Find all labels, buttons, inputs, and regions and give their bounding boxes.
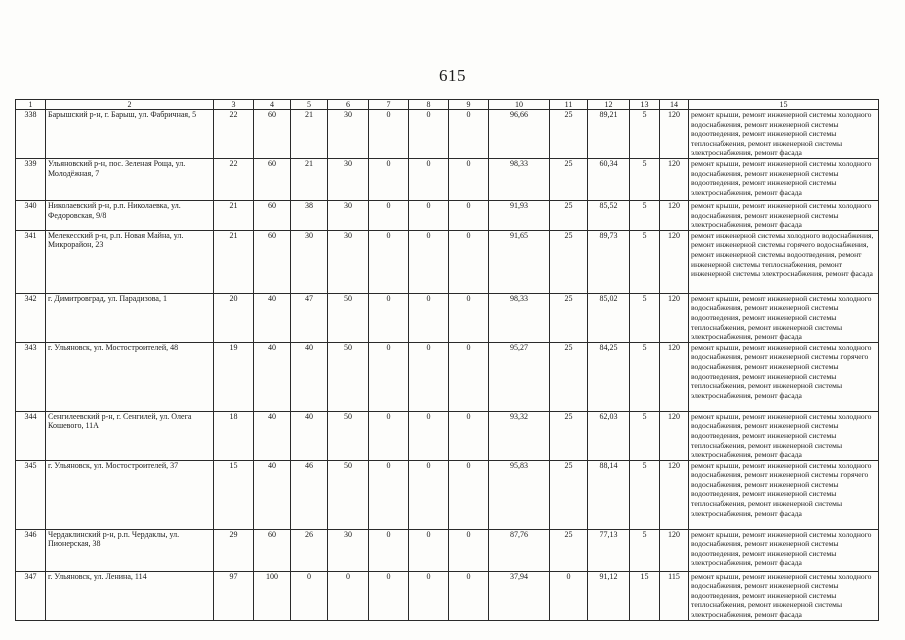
cell-col-11: 25 (550, 293, 588, 342)
cell-col-7: 0 (369, 293, 409, 342)
cell-col-4: 40 (254, 411, 291, 460)
cell-col-13: 5 (630, 293, 660, 342)
cell-col-14: 120 (660, 200, 689, 230)
cell-col-14: 120 (660, 158, 689, 200)
cell-col-10: 95,27 (489, 342, 550, 411)
cell-col-5: 40 (291, 411, 328, 460)
cell-col-4: 100 (254, 571, 291, 620)
cell-col-3: 18 (214, 411, 254, 460)
cell-col-9: 0 (449, 529, 489, 571)
cell-col-13: 5 (630, 200, 660, 230)
cell-col-10: 96,66 (489, 110, 550, 159)
cell-col-12: 84,25 (588, 342, 630, 411)
cell-col-3: 29 (214, 529, 254, 571)
cell-col-13: 5 (630, 342, 660, 411)
cell-col-4: 60 (254, 200, 291, 230)
table-header (16, 100, 879, 110)
cell-address: Барышский р-н, г. Барыш, ул. Фабричная, 5 (46, 110, 214, 159)
cell-col-7: 0 (369, 460, 409, 529)
cell-address: Ульяновский р-н, пос. Зеленая Роща, ул. Молодёжная, 7 (46, 158, 214, 200)
cell-col-14: 120 (660, 411, 689, 460)
table-row (16, 460, 879, 529)
cell-address: Сенгилеевский р-н, г. Сенгилей, ул. Олега Кошевого, 11А (46, 411, 214, 460)
cell-col-4: 40 (254, 293, 291, 342)
cell-row-number: 341 (16, 230, 46, 293)
cell-col-4: 60 (254, 529, 291, 571)
column-header-7: 7 (369, 100, 409, 110)
table-row (16, 342, 879, 411)
cell-col-6: 30 (328, 230, 369, 293)
cell-col-6: 50 (328, 411, 369, 460)
cell-col-13: 5 (630, 460, 660, 529)
column-header-15: 15 (689, 100, 879, 110)
cell-repair-works: ремонт крыши, ремонт инженерной системы холодного водоснабжения, ремонт инженерной системы электроснабжения, ремонт фасада (689, 200, 879, 230)
cell-col-13: 5 (630, 110, 660, 159)
cell-col-11: 25 (550, 411, 588, 460)
cell-col-9: 0 (449, 293, 489, 342)
cell-col-5: 26 (291, 529, 328, 571)
table-body (16, 110, 879, 621)
column-header-4: 4 (254, 100, 291, 110)
column-header-1: 1 (16, 100, 46, 110)
cell-col-6: 50 (328, 293, 369, 342)
column-header-2: 2 (46, 100, 214, 110)
cell-col-7: 0 (369, 110, 409, 159)
cell-col-3: 15 (214, 460, 254, 529)
cell-row-number: 343 (16, 342, 46, 411)
cell-col-14: 120 (660, 230, 689, 293)
cell-col-10: 87,76 (489, 529, 550, 571)
cell-address: г. Ульяновск, ул. Мостостроителей, 37 (46, 460, 214, 529)
cell-col-9: 0 (449, 200, 489, 230)
cell-repair-works: ремонт крыши, ремонт инженерной системы холодного водоснабжения, ремонт инженерной системы водоотведения, ремонт инженерной системы теплоснабжения, ремонт инженерной системы электроснабжения, ремонт фасада (689, 411, 879, 460)
cell-row-number: 346 (16, 529, 46, 571)
cell-repair-works: ремонт крыши, ремонт инженерной системы холодного водоснабжения, ремонт инженерной системы водоотведения, ремонт инженерной системы теплоснабжения, ремонт инженерной системы электроснабжения, ремонт фасада (689, 110, 879, 159)
cell-col-7: 0 (369, 230, 409, 293)
cell-repair-works: ремонт крыши, ремонт инженерной системы холодного водоснабжения, ремонт инженерной системы горячего водоснабжения, ремонт инженерной системы водоотведения, ремонт инженерной системы теплоснабжения, ремонт инженерной системы электроснабжения, ремонт фасада (689, 460, 879, 529)
table-row (16, 571, 879, 620)
cell-col-3: 21 (214, 230, 254, 293)
cell-col-7: 0 (369, 411, 409, 460)
column-header-12: 12 (588, 100, 630, 110)
cell-row-number: 339 (16, 158, 46, 200)
cell-col-11: 25 (550, 529, 588, 571)
cell-col-13: 5 (630, 158, 660, 200)
cell-address: г. Ульяновск, ул. Мостостроителей, 48 (46, 342, 214, 411)
cell-repair-works: ремонт крыши, ремонт инженерной системы холодного водоснабжения, ремонт инженерной системы водоотведения, ремонт инженерной системы электроснабжения, ремонт фасада (689, 158, 879, 200)
cell-col-8: 0 (409, 342, 449, 411)
cell-col-5: 38 (291, 200, 328, 230)
column-header-5: 5 (291, 100, 328, 110)
cell-row-number: 344 (16, 411, 46, 460)
cell-col-10: 91,65 (489, 230, 550, 293)
cell-col-3: 21 (214, 200, 254, 230)
cell-col-5: 40 (291, 342, 328, 411)
cell-col-11: 0 (550, 571, 588, 620)
cell-col-11: 25 (550, 460, 588, 529)
cell-col-14: 120 (660, 460, 689, 529)
cell-col-12: 77,13 (588, 529, 630, 571)
cell-col-8: 0 (409, 230, 449, 293)
column-header-9: 9 (449, 100, 489, 110)
cell-address: г. Ульяновск, ул. Ленина, 114 (46, 571, 214, 620)
cell-col-7: 0 (369, 529, 409, 571)
cell-col-14: 120 (660, 342, 689, 411)
column-header-14: 14 (660, 100, 689, 110)
table-row (16, 200, 879, 230)
cell-col-10: 98,33 (489, 158, 550, 200)
cell-col-6: 30 (328, 110, 369, 159)
column-header-6: 6 (328, 100, 369, 110)
cell-address: Мелекесский р-н, р.п. Новая Майна, ул. Микрорайон, 23 (46, 230, 214, 293)
cell-col-13: 5 (630, 230, 660, 293)
column-header-3: 3 (214, 100, 254, 110)
cell-address: Чердаклинский р-н, р.п. Чердаклы, ул. Пионерская, 38 (46, 529, 214, 571)
cell-col-6: 50 (328, 342, 369, 411)
cell-col-12: 60,34 (588, 158, 630, 200)
cell-col-14: 120 (660, 529, 689, 571)
cell-col-9: 0 (449, 158, 489, 200)
table-row (16, 158, 879, 200)
cell-col-10: 91,93 (489, 200, 550, 230)
cell-col-9: 0 (449, 411, 489, 460)
cell-col-9: 0 (449, 460, 489, 529)
cell-col-11: 25 (550, 110, 588, 159)
cell-row-number: 345 (16, 460, 46, 529)
cell-col-11: 25 (550, 200, 588, 230)
cell-col-6: 50 (328, 460, 369, 529)
cell-col-4: 60 (254, 230, 291, 293)
cell-col-8: 0 (409, 571, 449, 620)
cell-col-5: 47 (291, 293, 328, 342)
cell-col-9: 0 (449, 230, 489, 293)
cell-col-5: 30 (291, 230, 328, 293)
cell-col-4: 40 (254, 460, 291, 529)
cell-repair-works: ремонт крыши, ремонт инженерной системы холодного водоснабжения, ремонт инженерной системы водоотведения, ремонт инженерной системы теплоснабжения, ремонт инженерной системы электроснабжения, ремонт фасада (689, 293, 879, 342)
cell-col-9: 0 (449, 571, 489, 620)
cell-col-3: 20 (214, 293, 254, 342)
housing-repair-table (15, 99, 879, 621)
cell-col-11: 25 (550, 158, 588, 200)
cell-col-9: 0 (449, 342, 489, 411)
cell-col-10: 95,83 (489, 460, 550, 529)
cell-col-12: 89,21 (588, 110, 630, 159)
cell-col-4: 60 (254, 158, 291, 200)
cell-col-6: 0 (328, 571, 369, 620)
cell-col-9: 0 (449, 110, 489, 159)
cell-col-7: 0 (369, 200, 409, 230)
cell-col-13: 5 (630, 411, 660, 460)
cell-repair-works: ремонт инженерной системы холодного водоснабжения, ремонт инженерной системы горячего водоснабжения, ремонт инженерной системы водоотведения, ремонт инженерной системы теплоснабжения, ремонт инженерной системы электроснабжения, ремонт фасада (689, 230, 879, 293)
header-row (16, 100, 879, 110)
cell-address: г. Димитровград, ул. Парадизова, 1 (46, 293, 214, 342)
cell-row-number: 347 (16, 571, 46, 620)
cell-col-4: 60 (254, 110, 291, 159)
column-header-10: 10 (489, 100, 550, 110)
cell-col-6: 30 (328, 158, 369, 200)
cell-col-3: 19 (214, 342, 254, 411)
cell-col-12: 85,52 (588, 200, 630, 230)
cell-repair-works: ремонт крыши, ремонт инженерной системы холодного водоснабжения, ремонт инженерной системы горячего водоснабжения, ремонт инженерной системы водоотведения, ремонт инженерной системы теплоснабжения, ремонт инженерной системы электроснабжения, ремонт фасада (689, 342, 879, 411)
cell-col-5: 21 (291, 110, 328, 159)
cell-col-3: 97 (214, 571, 254, 620)
cell-col-14: 120 (660, 293, 689, 342)
table-row (16, 293, 879, 342)
cell-col-8: 0 (409, 110, 449, 159)
cell-col-10: 37,94 (489, 571, 550, 620)
cell-col-3: 22 (214, 158, 254, 200)
cell-col-10: 93,32 (489, 411, 550, 460)
cell-col-12: 62,03 (588, 411, 630, 460)
cell-col-12: 88,14 (588, 460, 630, 529)
cell-col-12: 89,73 (588, 230, 630, 293)
cell-col-5: 21 (291, 158, 328, 200)
cell-col-8: 0 (409, 200, 449, 230)
cell-col-3: 22 (214, 110, 254, 159)
cell-col-6: 30 (328, 529, 369, 571)
cell-col-12: 91,12 (588, 571, 630, 620)
cell-col-11: 25 (550, 230, 588, 293)
table-row (16, 110, 879, 159)
cell-row-number: 342 (16, 293, 46, 342)
table-row (16, 529, 879, 571)
cell-col-8: 0 (409, 158, 449, 200)
cell-col-10: 98,33 (489, 293, 550, 342)
cell-col-13: 15 (630, 571, 660, 620)
cell-col-8: 0 (409, 293, 449, 342)
cell-col-7: 0 (369, 571, 409, 620)
table-row (16, 230, 879, 293)
cell-repair-works: ремонт крыши, ремонт инженерной системы холодного водоснабжения, ремонт инженерной системы водоотведения, ремонт инженерной системы электроснабжения, ремонт фасада (689, 529, 879, 571)
cell-row-number: 338 (16, 110, 46, 159)
cell-col-4: 40 (254, 342, 291, 411)
table-row (16, 411, 879, 460)
cell-col-14: 115 (660, 571, 689, 620)
column-header-13: 13 (630, 100, 660, 110)
page-number: 615 (439, 66, 466, 85)
cell-col-7: 0 (369, 342, 409, 411)
cell-col-5: 0 (291, 571, 328, 620)
cell-repair-works: ремонт крыши, ремонт инженерной системы холодного водоснабжения, ремонт инженерной системы водоотведения, ремонт инженерной системы теплоснабжения, ремонт инженерной системы электроснабжения, ремонт фасада (689, 571, 879, 620)
cell-col-8: 0 (409, 460, 449, 529)
cell-col-12: 85,02 (588, 293, 630, 342)
cell-col-11: 25 (550, 342, 588, 411)
cell-row-number: 340 (16, 200, 46, 230)
cell-col-13: 5 (630, 529, 660, 571)
cell-col-6: 30 (328, 200, 369, 230)
cell-col-8: 0 (409, 529, 449, 571)
column-header-8: 8 (409, 100, 449, 110)
cell-col-7: 0 (369, 158, 409, 200)
column-header-11: 11 (550, 100, 588, 110)
cell-col-5: 46 (291, 460, 328, 529)
cell-col-8: 0 (409, 411, 449, 460)
cell-col-14: 120 (660, 110, 689, 159)
cell-address: Николаевский р-н, р.п. Николаевка, ул. Федоровская, 9/8 (46, 200, 214, 230)
